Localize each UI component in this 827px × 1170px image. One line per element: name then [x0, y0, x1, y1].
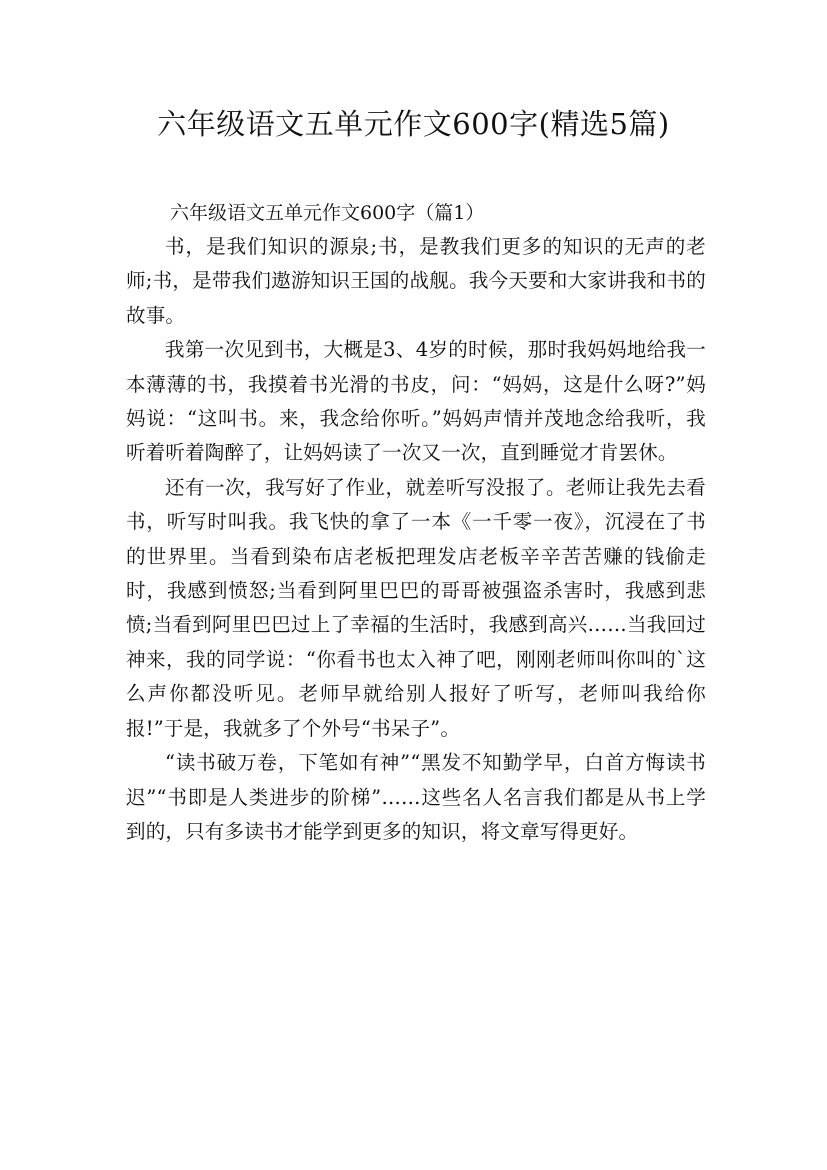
article-body: [126, 196, 706, 849]
section-heading: 六年级语文五单元作文600字（篇1）: [170, 202, 485, 224]
document-title: 六年级语文五单元作文600字(精选5篇): [157, 107, 670, 141]
paragraph-1: 书，是我们知识的源泉;书，是教我们更多的知识的无声的老师;书，是带我们遨游知识王国的战舰。我今天要和大家讲我和书的故事。: [126, 235, 706, 327]
paragraph-2: 我第一次见到书，大概是3、4岁的时候，那时我妈妈地给我一本薄薄的书，我摸着书光滑的书皮，问：“妈妈，这是什么呀?”妈妈说：“这叫书。来，我念给你听。”妈妈声情并茂地念给我听，我听着听着陶醉了，让妈妈读了一次又一次，直到睡觉才肯罢休。: [126, 338, 706, 465]
paragraph-4: “读书破万卷，下笔如有神”“黑发不知勤学早，白首方悔读书迟”“书即是人类进步的阶梯”……这些名人名言我们都是从书上学到的，只有多读书才能学到更多的知识，将文章写得更好。: [126, 751, 706, 843]
paragraph-3: 还有一次，我写好了作业，就差听写没报了。老师让我先去看书，听写时叫我。我飞快的拿了一本《一千零一夜》，沉浸在了书的世界里。当看到染布店老板把理发店老板辛辛苦苦赚的钱偷走时，我感到愤怒;当看到阿里巴巴的哥哥被强盗杀害时，我感到悲愤;当看到阿里巴巴过上了幸福的生活时，我感到高兴……当我回过神来，我的同学说：“你看书也太入神了吧，刚刚老师叫你叫的`这么声你都没听见。老师早就给别人报好了听写，老师叫我给你报!”于是，我就多了个外号“书呆子”。: [126, 475, 706, 740]
